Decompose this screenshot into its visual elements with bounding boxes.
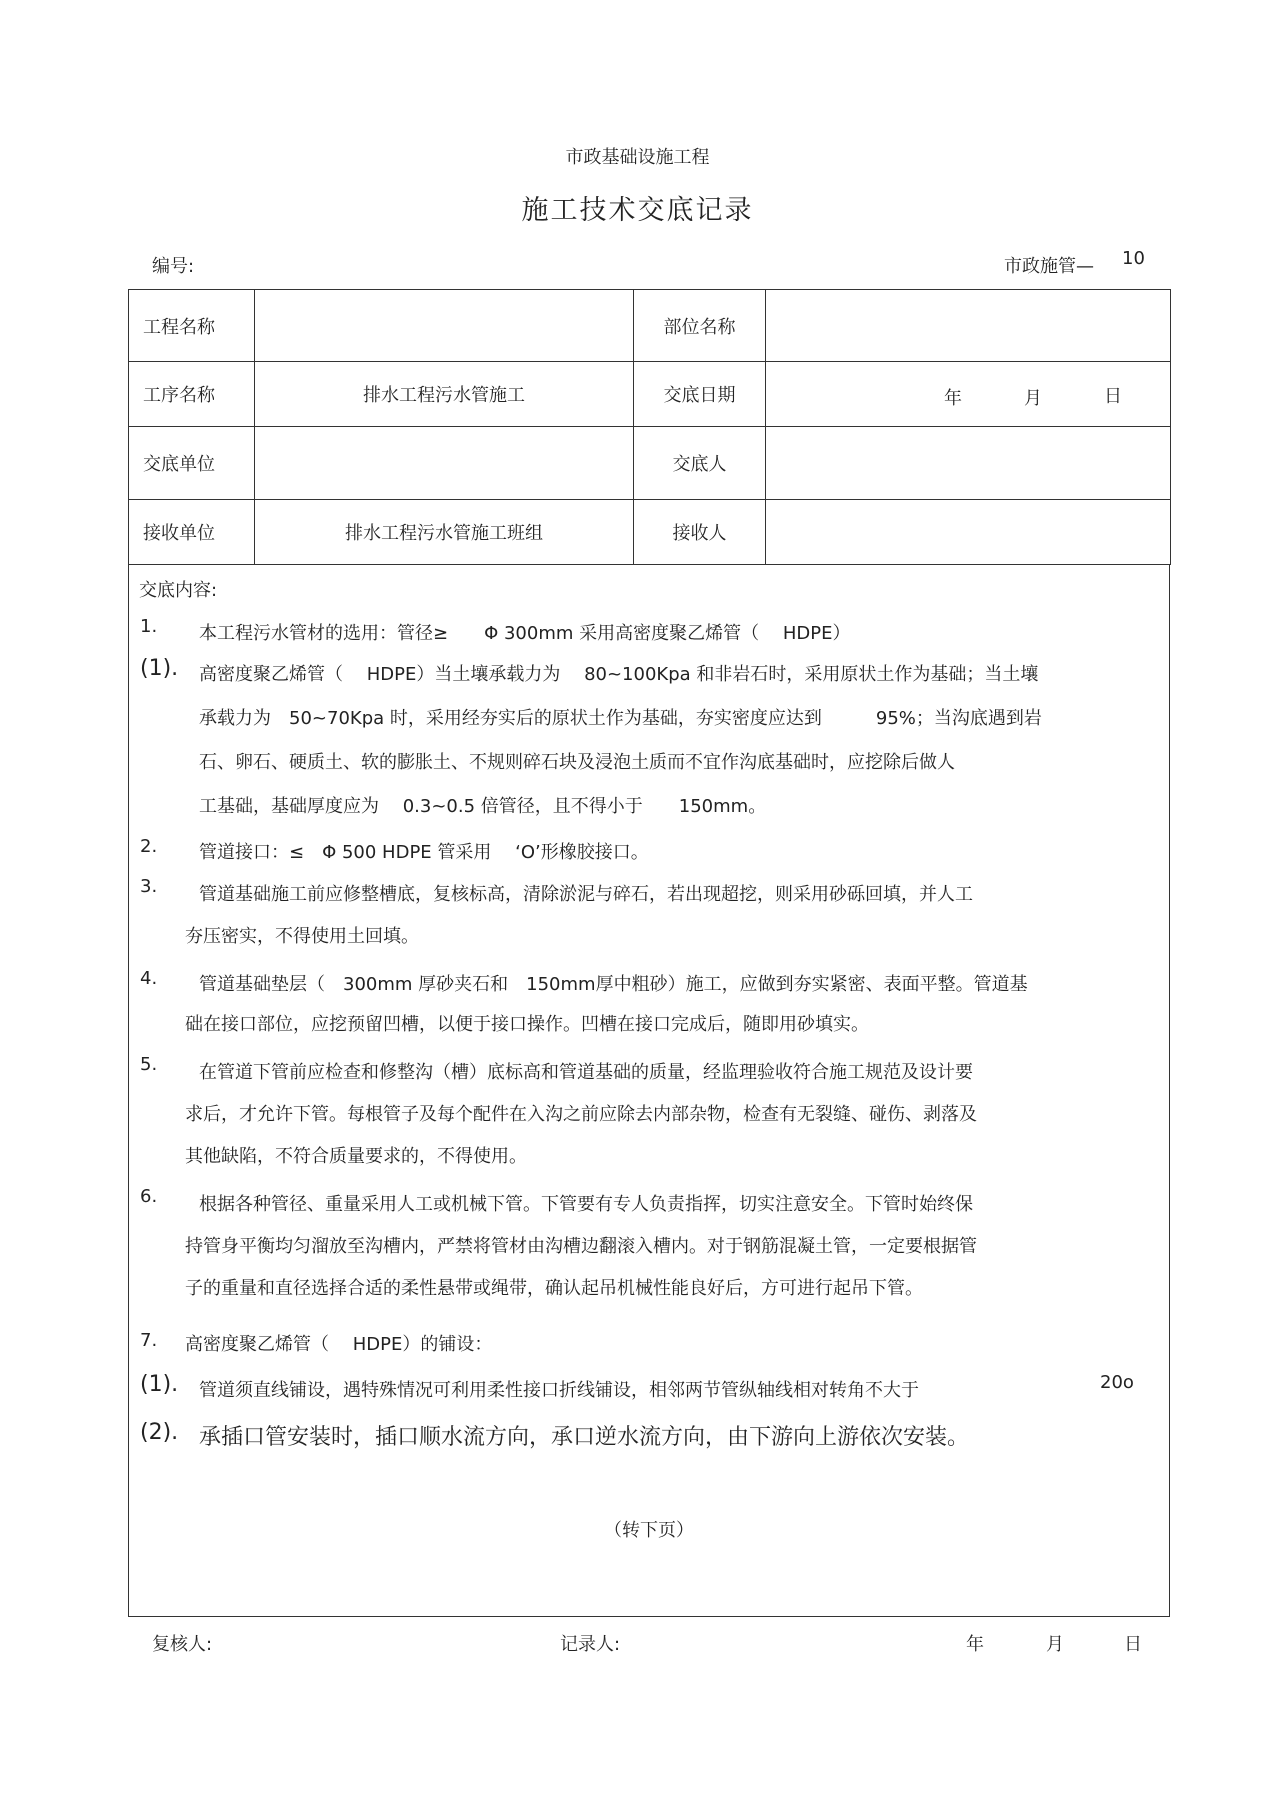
table-row <box>129 290 1171 362</box>
content-line: 持管身平衡均匀溜放至沟槽内，严禁将管材由沟槽边翻滚入槽内。对于钢筋混凝土管，一定要根据管 <box>185 1236 977 1257</box>
content-heading: 交底内容: <box>139 580 218 601</box>
continue-note: （转下页） <box>604 1520 694 1541</box>
content-line: 高密度聚乙烯管（ HDPE）当土壤承载力为 80~100Kpa 和非岩石时，采用原状土作为基础；当土壤 <box>199 664 1039 685</box>
item-number: 4. <box>140 968 158 989</box>
document-title: 施工技术交底记录 <box>521 195 754 226</box>
content-section <box>128 564 1170 1617</box>
table-row <box>129 500 1171 565</box>
process-name-label: 工序名称 <box>129 362 255 427</box>
content-line: 管道接口：≤ Φ 500 HDPE 管采用 ‘O’形橡胶接口。 <box>199 842 649 863</box>
item-number: 7. <box>140 1330 158 1351</box>
section-name-value <box>766 290 1171 362</box>
receiver-value <box>766 500 1171 565</box>
item-number: 1. <box>140 616 158 637</box>
table-row <box>129 427 1171 500</box>
process-name-value: 排水工程污水管施工 <box>255 362 634 427</box>
reviewer-label: 复核人: <box>152 1634 213 1655</box>
content-line: 工基础，基础厚度应为 0.3~0.5 倍管径，且不得小于 150mm。 <box>199 796 767 817</box>
content-line: 夯压密实，不得使用土回填。 <box>185 926 419 947</box>
content-line: 求后，才允许下管。每根管子及每个配件在入沟之前应除去内部杂物，检查有无裂缝、碰伤、剥落及 <box>185 1104 977 1125</box>
handover-date-label: 交底日期 <box>634 362 766 427</box>
angle-value: 20o <box>1100 1372 1134 1393</box>
handover-unit-value <box>255 427 634 500</box>
footer-day: 日 <box>1124 1634 1142 1655</box>
content-line: 管道基础垫层（ 300mm 厚砂夹石和 150mm厚中粗砂）施工，应做到夯实紧密、表面平整。管道基 <box>199 974 1028 995</box>
form-number: 10 <box>1122 248 1145 269</box>
form-code: 市政施管— <box>1004 256 1094 277</box>
section-name-label: 部位名称 <box>634 290 766 362</box>
item-number: (2). <box>140 1420 179 1445</box>
document-subtitle: 市政基础设施工程 <box>565 147 710 168</box>
footer-month: 月 <box>1046 1634 1064 1655</box>
item-number: 5. <box>140 1054 158 1075</box>
receiving-unit-value: 排水工程污水管施工班组 <box>255 500 634 565</box>
content-line: 管道基础施工前应修整槽底，复核标高，清除淤泥与碎石，若出现超挖，则采用砂砾回填，并人工 <box>199 884 973 905</box>
date-month: 月 <box>1024 388 1042 409</box>
handover-person-label: 交底人 <box>634 427 766 500</box>
footer-year: 年 <box>966 1634 984 1655</box>
table-row <box>129 362 1171 427</box>
handover-unit-label: 交底单位 <box>129 427 255 500</box>
content-line: 高密度聚乙烯管（ HDPE）的铺设： <box>185 1334 493 1355</box>
content-line: 本工程污水管材的选用：管径≥ Φ 300mm 采用高密度聚乙烯管（ HDPE） <box>199 623 851 644</box>
content-line: 管道须直线铺设，遇特殊情况可利用柔性接口折线铺设，相邻两节管纵轴线相对转角不大于 <box>199 1380 919 1401</box>
item-number: 2. <box>140 836 158 857</box>
content-line: 根据各种管径、重量采用人工或机械下管。下管要有专人负责指挥，切实注意安全。下管时始终保 <box>199 1194 973 1215</box>
item-number: 6. <box>140 1186 158 1207</box>
content-line: 础在接口部位，应挖预留凹槽，以便于接口操作。凹槽在接口完成后，随即用砂填实。 <box>185 1014 869 1035</box>
date-day: 日 <box>1104 386 1122 407</box>
item-number: (1). <box>140 656 179 681</box>
content-line: 在管道下管前应检查和修整沟（槽）底标高和管道基础的质量，经监理验收符合施工规范及设计要 <box>199 1062 973 1083</box>
date-year: 年 <box>944 388 962 409</box>
content-line: 子的重量和直径选择合适的柔性悬带或绳带，确认起吊机械性能良好后，方可进行起吊下管。 <box>185 1278 923 1299</box>
recorder-label: 记录人: <box>560 1634 621 1655</box>
receiver-label: 接收人 <box>634 500 766 565</box>
number-label: 编号: <box>152 256 195 277</box>
content-line: 其他缺陷，不符合质量要求的，不得使用。 <box>185 1146 527 1167</box>
item-number: (1). <box>140 1372 179 1397</box>
project-name-label: 工程名称 <box>129 290 255 362</box>
content-line: 承载力为 50~70Kpa 时，采用经夯实后的原状土作为基础，夯实密度应达到 95%；当沟底遇到岩 <box>199 708 1042 729</box>
handover-person-value <box>766 427 1171 500</box>
content-line: 承插口管安装时，插口顺水流方向，承口逆水流方向，由下游向上游依次安装。 <box>199 1425 970 1450</box>
receiving-unit-label: 接收单位 <box>129 500 255 565</box>
handover-date-value <box>766 362 1171 427</box>
item-number: 3. <box>140 876 158 897</box>
info-table <box>128 289 1171 565</box>
content-line: 石、卵石、硬质土、软的膨胀土、不规则碎石块及浸泡土质而不宜作沟底基础时，应挖除后做人 <box>199 752 955 773</box>
project-name-value <box>255 290 634 362</box>
